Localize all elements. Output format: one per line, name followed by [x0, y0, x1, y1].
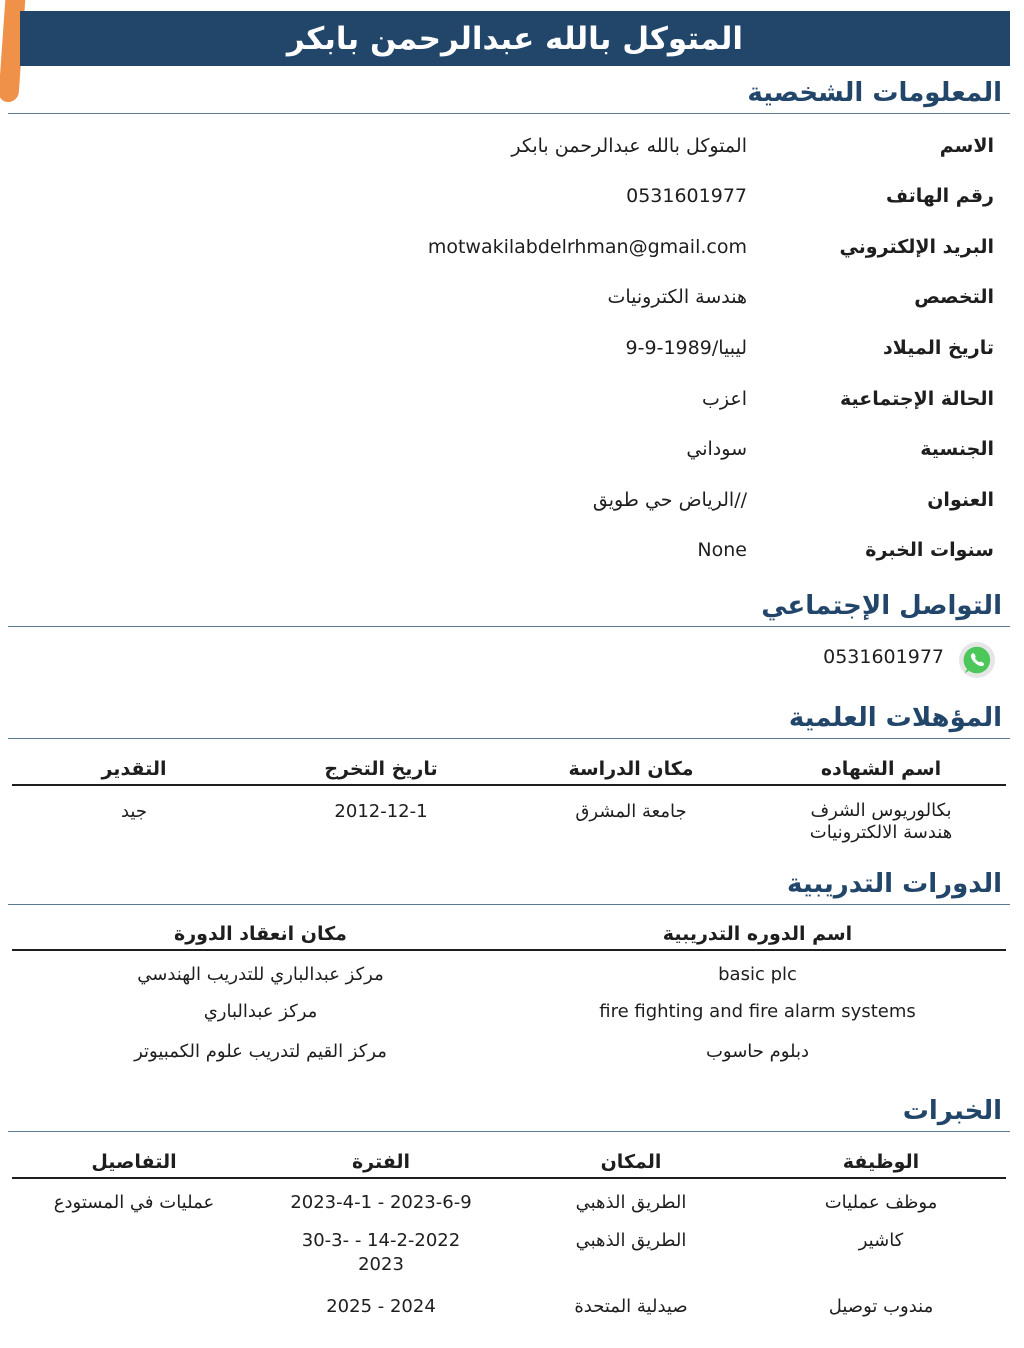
personal-info-divider [8, 113, 1010, 114]
job-cell: مندوب توصيل [828, 1296, 934, 1317]
column-header: الوظيفة [756, 1147, 1006, 1178]
courses-table [12, 919, 1006, 1070]
period-cell [256, 1178, 506, 1223]
page-title [20, 11, 1010, 66]
whatsapp-icon[interactable] [958, 641, 996, 679]
info-value: اعزب [702, 388, 747, 410]
personal-info-heading: المعلومات الشخصية [747, 78, 1002, 108]
info-label: تاريخ الميلاد [883, 337, 994, 359]
course-name-cell [509, 993, 1006, 1036]
details-cell [12, 1295, 256, 1325]
education-divider [8, 738, 1010, 739]
course-name-cell: دبلوم حاسوب [705, 1041, 810, 1062]
info-row-marital [0, 388, 1024, 418]
column-header: مكان الدراسة [506, 754, 756, 785]
grade-cell: جيد [120, 801, 147, 822]
info-value: None [697, 539, 747, 561]
info-value: ليبيا/1989-9-9 [625, 337, 747, 359]
job-cell: موظف عمليات [824, 1192, 938, 1213]
course-place-cell: مركز القيم لتدريب علوم الكمبيوتر [134, 1041, 387, 1062]
info-value: //الرياض حي طويق [592, 489, 747, 511]
courses-heading: الدورات التدريبية [787, 869, 1002, 899]
graduation-date-cell: 2012-12-1 [334, 801, 428, 822]
info-value: هندسة الكترونيات [607, 286, 747, 308]
info-label: العنوان [927, 489, 994, 511]
column-header: التفاصيل [12, 1147, 256, 1178]
info-row-major [0, 286, 1024, 316]
title-name: المتوكل بالله عبدالرحمن بابكر [286, 20, 744, 57]
info-value-email[interactable]: motwakilabdelrhman@gmail.com [427, 236, 747, 258]
social-divider [8, 626, 1010, 627]
column-header: مكان انعقاد الدورة [12, 919, 509, 950]
info-row-experience-years [0, 539, 1024, 569]
course-name: fire fighting and fire alarm systems [599, 1001, 916, 1022]
period-cell [256, 1295, 506, 1325]
table-row [12, 1223, 1006, 1295]
social-heading: التواصل الإجتماعي [761, 591, 1002, 621]
column-header: المكان [506, 1147, 756, 1178]
info-label: الجنسية [920, 438, 994, 460]
period-text: 2023-4-1 - 2023-6-9 [290, 1192, 472, 1213]
column-header: اسم الشهاده [756, 754, 1006, 785]
education-heading: المؤهلات العلمية [788, 703, 1002, 733]
whatsapp-number[interactable]: 0531601977 [823, 646, 944, 668]
degree-line: هندسة الالكترونيات [809, 822, 953, 843]
table-row [12, 785, 1006, 850]
column-header: اسم الدوره التدريبية [509, 919, 1006, 950]
course-name-cell [509, 950, 1006, 993]
courses-divider [8, 904, 1010, 905]
work-place-cell: صيدلية المتحدة [574, 1296, 688, 1317]
info-row-phone [0, 185, 1024, 215]
courses-header-row [12, 919, 1006, 950]
table-row [12, 993, 1006, 1036]
study-place-cell: جامعة المشرق [575, 801, 687, 822]
degree-cell [756, 785, 1006, 850]
table-row [12, 1178, 1006, 1223]
info-row-nationality [0, 438, 1024, 468]
work-place-cell: الطريق الذهبي [575, 1192, 687, 1213]
table-row [12, 1295, 1006, 1325]
info-row-name [0, 135, 1024, 165]
experience-divider [8, 1131, 1010, 1132]
period-cell [256, 1223, 506, 1295]
info-label: الحالة الإجتماعية [840, 388, 994, 410]
info-label: رقم الهاتف [886, 185, 994, 207]
details-cell [12, 1223, 256, 1295]
details-cell: عمليات في المستودع [53, 1192, 215, 1213]
work-place-cell: الطريق الذهبي [575, 1230, 687, 1251]
column-header: تاريخ التخرج [256, 754, 506, 785]
experience-heading: الخبرات [902, 1096, 1002, 1126]
info-label: الاسم [939, 135, 994, 157]
info-value: 0531601977 [626, 185, 747, 207]
course-place-cell: مركز عبدالباري للتدريب الهندسي [137, 964, 384, 985]
info-value: سوداني [686, 438, 747, 460]
experience-header-row [12, 1147, 1006, 1178]
education-table [12, 754, 1006, 850]
info-row-address [0, 489, 1024, 519]
info-label: البريد الإلكتروني [839, 236, 994, 258]
column-header: الفترة [256, 1147, 506, 1178]
table-row [12, 950, 1006, 993]
info-label: سنوات الخبرة [865, 539, 994, 561]
column-header: التقدير [12, 754, 256, 785]
info-row-birth [0, 337, 1024, 367]
period-text: 2025 - 2024 [326, 1296, 436, 1317]
experience-table [12, 1147, 1006, 1325]
info-row-email [0, 236, 1024, 266]
course-name: basic plc [718, 964, 797, 985]
education-header-row [12, 754, 1006, 785]
job-cell: كاشير [858, 1230, 904, 1251]
info-label: التخصص [914, 286, 994, 308]
table-row [12, 1036, 1006, 1070]
info-value: المتوكل بالله عبدالرحمن بابكر [511, 135, 747, 157]
course-place-cell: مركز عبدالباري [203, 1001, 318, 1022]
period-text: 30-3- - 14-2-2022 2023 [301, 1230, 461, 1275]
degree-line: بكالوريوس الشرف [810, 800, 952, 821]
